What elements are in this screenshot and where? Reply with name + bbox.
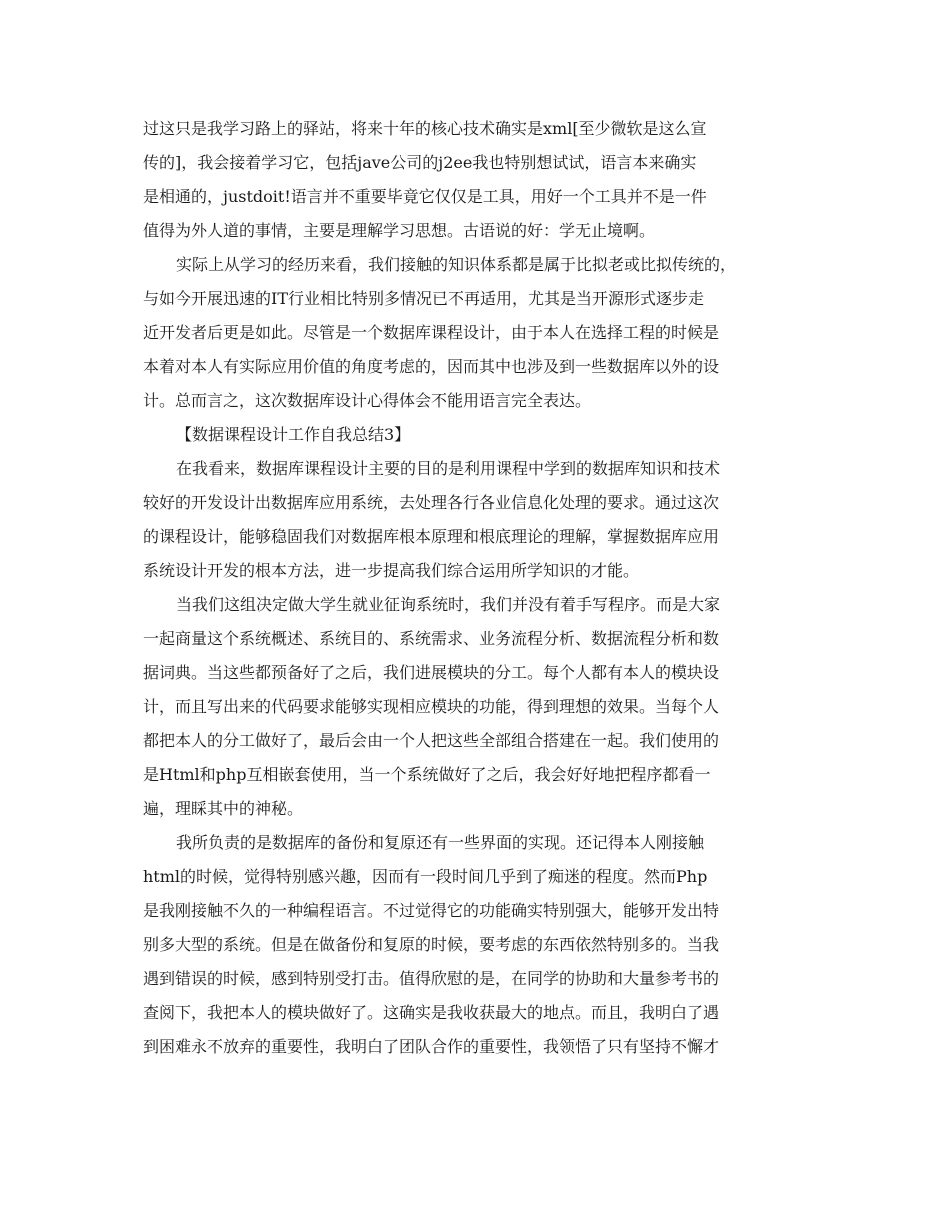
document-body xyxy=(143,112,813,1064)
text-line: 计。总而言之，这次数据库设计心得体会不能用语言完全表达。 xyxy=(143,391,592,410)
text-line: 较好的开发设计出数据库应用系统，去处理各行各业信息化处理的要求。通过这次 xyxy=(143,493,720,512)
text-line: 是相通的，justdoit!语言并不重要毕竟它仅仅是工具，用好一个工具并不是一件 xyxy=(143,187,707,206)
text-line: html的时候，觉得特别感兴趣，因而有一段时间几乎到了痴迷的程度。然而Php xyxy=(143,867,708,886)
text-line: 传的]，我会接着学习它，包括jave公司的j2ee我也特别想试试，语言本来确实 xyxy=(143,153,697,172)
text-line: 查阅下，我把本人的模块做好了。这确实是我收获最大的地点。而且，我明白了遇 xyxy=(143,1003,720,1022)
text-line: 是Html和php互相嵌套使用，当一个系统做好了之后，我会好好地把程序都看一 xyxy=(143,765,711,784)
text-line: 值得为外人道的事情，主要是理解学习思想。古语说的好：学无止境啊。 xyxy=(143,221,656,240)
text-line: 计，而且写出来的代码要求能够实现相应模块的功能，得到理想的效果。当每个人 xyxy=(143,697,720,716)
text-line: 与如今开展迅速的IT行业相比特别多情况已不再适用，尤其是当开源形式逐步走 xyxy=(143,289,704,308)
text-line: 据词典。当这些都预备好了之后，我们进展模块的分工。每个人都有本人的模块设 xyxy=(143,663,720,682)
text-line: 当我们这组决定做大学生就业征询系统时，我们并没有着手写程序。而是大家 xyxy=(176,595,721,614)
text-line: 遇到错误的时候，感到特别受打击。值得欣慰的是，在同学的协助和大量参考书的 xyxy=(143,969,720,988)
text-line: 过这只是我学习路上的驿站，将来十年的核心技术确实是xml[至少微软是这么宣 xyxy=(143,119,707,138)
text-line: 遍，理睬其中的神秘。 xyxy=(143,799,304,818)
text-line: 都把本人的分工做好了，最后会由一个人把这些全部组合搭建在一起。我们使用的 xyxy=(143,731,720,750)
text-line: 系统设计开发的根本方法，进一步提高我们综合运用所学知识的才能。 xyxy=(143,561,640,580)
text-line: 到困难永不放弃的重要性，我明白了团队合作的重要性，我领悟了只有坚持不懈才 xyxy=(143,1037,720,1056)
text-line: 别多大型的系统。但是在做备份和复原的时候，要考虑的东西依然特别多的。当我 xyxy=(143,935,720,954)
text-line: 我所负责的是数据库的备份和复原还有一些界面的实现。还记得本人刚接触 xyxy=(176,833,705,852)
text-line: 是我刚接触不久的一种编程语言。不过觉得它的功能确实特别强大，能够开发出特 xyxy=(143,901,720,920)
text-line: 一起商量这个系统概述、系统目的、系统需求、业务流程分析、数据流程分析和数 xyxy=(143,629,720,648)
text-line: 实际上从学习的经历来看，我们接触的知识体系都是属于比拟老或比拟传统的， xyxy=(176,255,737,274)
text-line: 的课程设计，能够稳固我们对数据库根本原理和根底理论的理解，掌握数据库应用 xyxy=(143,527,720,546)
text-line: 在我看来，数据库课程设计主要的目的是利用课程中学到的数据库知识和技术 xyxy=(176,459,721,478)
section-heading: 【数据课程设计工作自我总结3】 xyxy=(176,425,411,444)
text-line: 近开发者后更是如此。尽管是一个数据库课程设计，由于本人在选择工程的时候是 xyxy=(143,323,720,342)
text-line: 本着对本人有实际应用价值的角度考虑的，因而其中也涉及到一些数据库以外的设 xyxy=(143,357,720,376)
